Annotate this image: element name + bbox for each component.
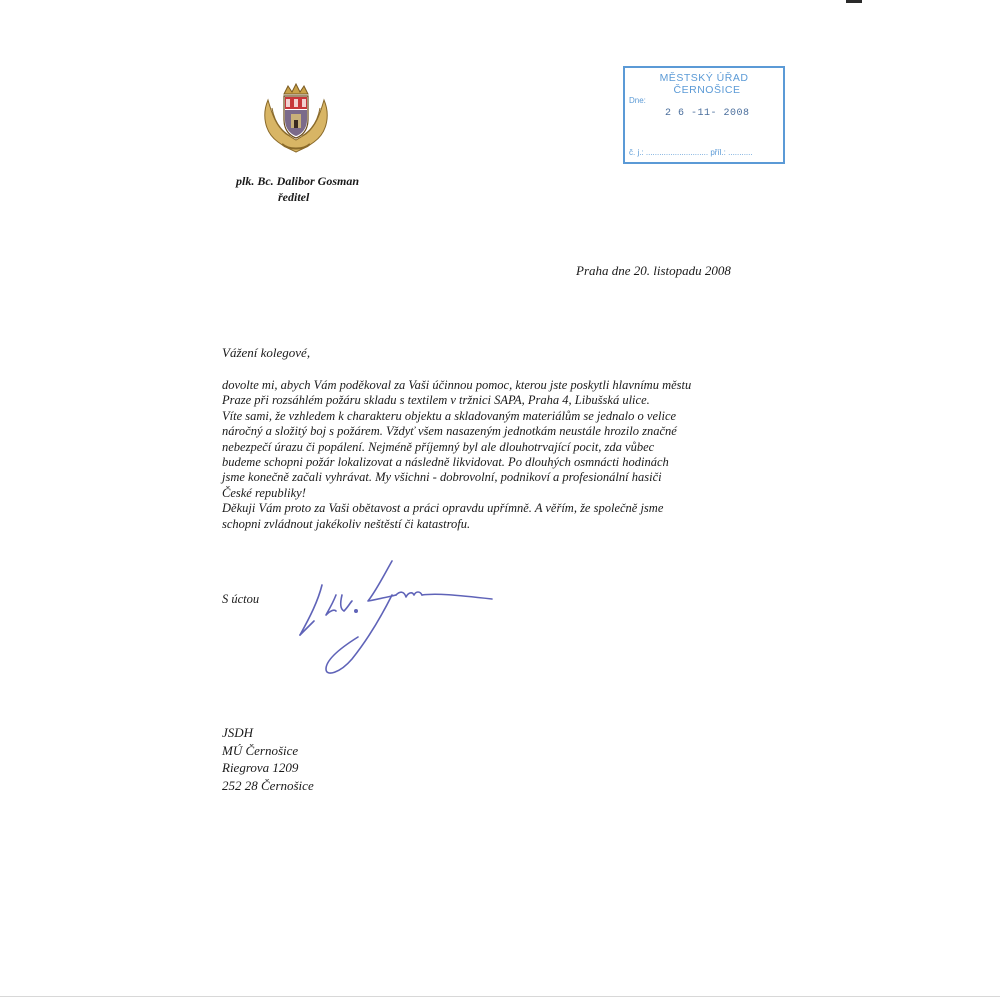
closing: S úctou [222,592,260,606]
recipient-line: JSDH [222,725,254,740]
recipient-line: 252 28 Černošice [222,777,314,793]
stamp-reference-line: č. j.: ............................ příl.: ........... [629,148,753,157]
sender-block [236,173,359,205]
body-line: Víte sami, že vzhledem k charakteru objektu a skladovaným materiálům se jednalo o velice [222,408,677,423]
stamp-date-label: Dne: [629,96,646,105]
scan-corner-mark [846,0,862,3]
body-line: náročný a složitý boj s požárem. Vždyť všem nasazeným jednotkám neustále hrozilo značné [222,424,677,439]
fire-rescue-emblem-icon [260,80,332,156]
sender-name: plk. Bc. Dalibor Gosman [236,174,360,188]
body-line: nebezpečí úrazu či popálení. Nejméně příjemný byl ale dlouhotrvající pocit, zda vůbec [222,439,655,454]
recipient-line: Riegrova 1209 [222,760,299,775]
recipient-line: MÚ Černošice [222,742,299,758]
received-stamp [623,66,785,164]
body-line: budeme schopni požár lokalizovat a následně likvidovat. Po dlouhých osmnácti hodinách [222,455,669,470]
place-date: Praha dne 20. listopadu 2008 [576,263,731,278]
body-line: dovolte mi, abych Vám poděkoval za Vaši účinnou pomoc, kterou jste poskytli hlavnímu městu [222,378,692,392]
sender-role: ředitel [278,190,310,204]
body-line: jsme konečně začali vyhrávat. My všichni - dobrovolní, podnikoví a profesionální hasiči [222,470,662,485]
body-line: schopni zvládnout jakékoliv neštěstí či katastrofu. [222,516,471,531]
page-bottom-edge [0,996,1000,997]
stamp-date: 2 6 -11- 2008 [665,108,750,119]
body-line: České republiky! [222,485,306,500]
body-line: Děkuji Vám proto za Vaši obětavost a práci opravdu upřímně. A věřím, že společně jsme [222,501,664,516]
body-line: Praze při rozsáhlém požáru skladu s textilem v tržnici SAPA, Praha 4, Libušská ulice. [222,393,650,408]
recipient-address [222,724,314,794]
handwritten-signature [296,555,506,680]
salutation: Vážení kolegové, [222,345,311,360]
letter-body [222,378,762,532]
stamp-office-line1: MĚSTSKÝ ÚŘAD [659,72,749,84]
stamp-office [625,72,783,96]
stamp-office-line2: ČERNOŠICE [673,84,741,96]
